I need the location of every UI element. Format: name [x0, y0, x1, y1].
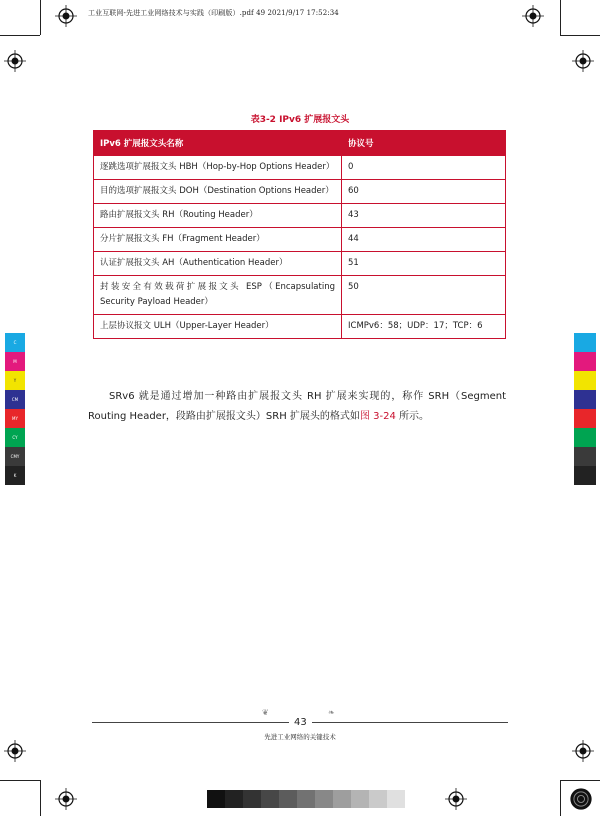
table-row [94, 228, 506, 252]
crop-mark [560, 780, 600, 781]
registration-mark-bottom-center [445, 788, 467, 810]
crop-mark [0, 780, 40, 781]
color-swatch: CY [5, 428, 25, 447]
crop-mark [40, 780, 41, 816]
grey-swatch [261, 790, 279, 808]
header-name-cell: 目的选项扩展报文头 DOH（Destination Options Header） [94, 180, 342, 204]
header-name-cell: 认证扩展报文头 AH（Authentication Header） [94, 252, 342, 276]
registration-mark-lower-right [572, 740, 594, 762]
registration-mark-upper-right [572, 50, 594, 72]
color-swatch [574, 352, 596, 371]
color-swatch: Y [5, 371, 25, 390]
paragraph-text-end: 所示。 [395, 411, 429, 422]
figure-reference-link[interactable]: 图 3-24 [359, 411, 396, 422]
table-row [94, 180, 506, 204]
grey-swatch [297, 790, 315, 808]
table-row [94, 252, 506, 276]
column-header-name: IPv6 扩展报文头名称 [94, 131, 342, 156]
footer-ornament-icon: ❧ [328, 708, 335, 717]
color-swatch: K [5, 466, 25, 485]
registration-mark-bottom-left [55, 788, 77, 810]
table-row [94, 315, 506, 339]
registration-mark-top-right [522, 5, 544, 27]
ipv6-extension-header-table [93, 130, 506, 339]
running-footer-title: 先进工业网络的关键技术 [264, 733, 336, 741]
paragraph-text: SRv6 就是通过增加一种路由扩展报文头 RH 扩展来实现的，称作 SRH（Segment Routing Header，段路由扩展报文头）SRH 扩展头的格式如 [88, 391, 506, 422]
grey-swatch [225, 790, 243, 808]
color-swatch: CMY [5, 447, 25, 466]
color-swatch [574, 428, 596, 447]
crop-mark [0, 35, 40, 36]
header-name-cell: 封装安全有效载荷扩展报文头 ESP（Encapsulating Security Payload Header） [94, 276, 342, 315]
header-name-cell: 上层协议报文 ULH（Upper-Layer Header） [94, 315, 342, 339]
table-row [94, 204, 506, 228]
color-calibration-bar-right [574, 333, 596, 485]
protocol-number-cell: 43 [342, 204, 506, 228]
registration-mark-top-left [55, 5, 77, 27]
color-swatch [574, 447, 596, 466]
header-name-cell: 路由扩展报文头 RH（Routing Header） [94, 204, 342, 228]
protocol-number-cell: 60 [342, 180, 506, 204]
page-number: 43 [289, 717, 312, 728]
grey-swatch [351, 790, 369, 808]
registration-mark-upper-left [4, 50, 26, 72]
protocol-number-cell: 44 [342, 228, 506, 252]
protocol-number-cell: 51 [342, 252, 506, 276]
footer-ornament-icon: ❦ [262, 708, 269, 717]
grey-swatch [243, 790, 261, 808]
grey-swatch [207, 790, 225, 808]
registration-mark-lower-left [4, 740, 26, 762]
crop-mark [560, 0, 561, 35]
color-swatch: M [5, 352, 25, 371]
crop-mark [40, 0, 41, 35]
header-name-cell: 逐跳选项扩展报文头 HBH（Hop-by-Hop Options Header） [94, 156, 342, 180]
color-swatch: CM [5, 390, 25, 409]
header-name-cell: 分片扩展报文头 FH（Fragment Header） [94, 228, 342, 252]
protocol-number-cell: ICMPv6：58；UDP：17；TCP：6 [342, 315, 506, 339]
table-header-row [94, 131, 506, 156]
table-caption: 表3-2 IPv6 扩展报文头 [250, 115, 350, 125]
color-swatch: C [5, 333, 25, 352]
crop-mark [560, 35, 600, 36]
color-swatch [574, 333, 596, 352]
grey-swatch [333, 790, 351, 808]
table-row [94, 276, 506, 315]
registration-mark-bottom-right [568, 786, 594, 812]
grey-calibration-bar [207, 790, 405, 808]
color-calibration-bar-left [5, 333, 25, 485]
grey-swatch [387, 790, 405, 808]
body-paragraph [88, 387, 506, 427]
color-swatch: MY [5, 409, 25, 428]
grey-swatch [315, 790, 333, 808]
color-swatch [574, 466, 596, 485]
grey-swatch [369, 790, 387, 808]
table-row [94, 156, 506, 180]
protocol-number-cell: 0 [342, 156, 506, 180]
protocol-number-cell: 50 [342, 276, 506, 315]
color-swatch [574, 371, 596, 390]
grey-swatch [279, 790, 297, 808]
crop-mark [560, 780, 561, 816]
color-swatch [574, 409, 596, 428]
column-header-protocol-number: 协议号 [342, 131, 506, 156]
print-file-header: 工业互联网-先进工业网络技术与实践（印刷版）.pdf 49 2021/9/17 17:52:34 [88, 9, 339, 17]
color-swatch [574, 390, 596, 409]
